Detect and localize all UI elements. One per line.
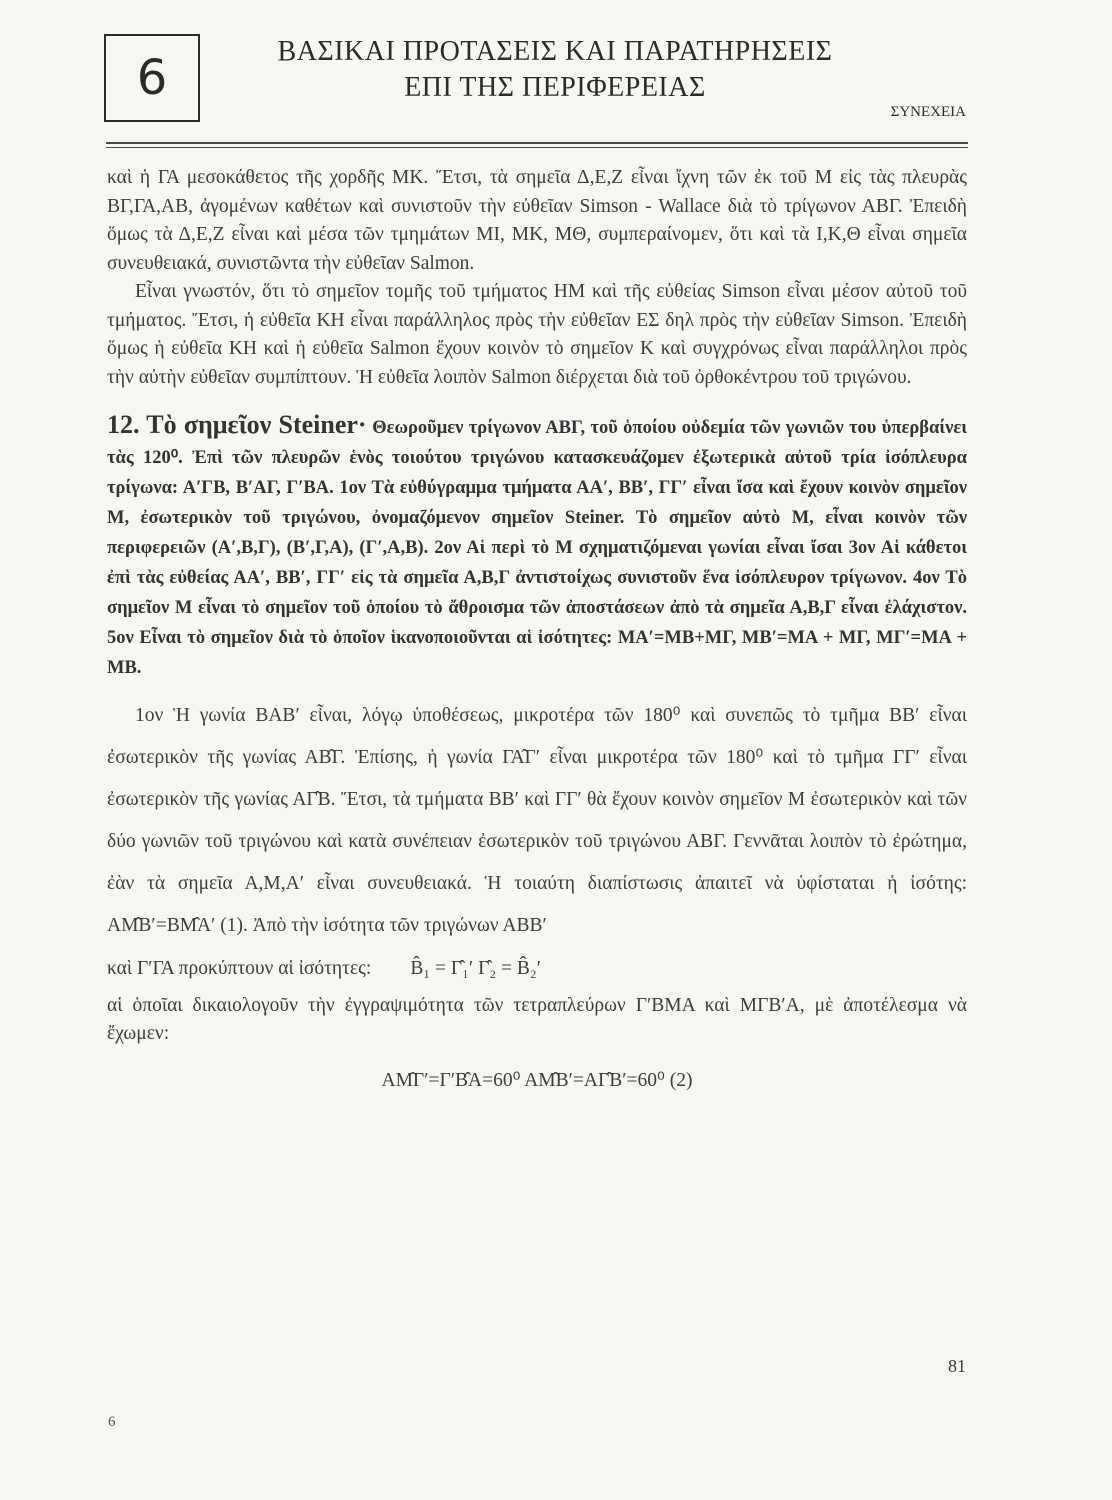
equation-2: ΑΜ̂Γ′=Γ′Β̂Α=60⁰ ΑΜ̂Β′=ΑΓ̂Β′=60⁰ (2) [381, 1069, 693, 1091]
chapter-number: 6 [136, 50, 168, 106]
chapter-number-box [104, 34, 200, 122]
page-body [107, 164, 967, 1095]
section-12 [107, 410, 967, 683]
chapter-title-line-2: ΕΠΙ ΤΗΣ ΠΕΡΙΦΕΡΕΙΑΣ [404, 72, 706, 103]
signature-mark: 6 [108, 1414, 116, 1430]
paragraph-5: αἱ ὁποῖαι δικαιολογοῦν τὴν ἐγγραψιμότητα τῶν τετραπλεύρων Γ′ΒΜΑ καὶ ΜΓΒ′Α, μὲ ἀποτέλεσμα νὰ ἔχωμεν: [107, 994, 967, 1044]
paragraph-4-text: καὶ Γ′ΓΑ προκύπτουν αἱ ἰσότητες: [107, 958, 372, 979]
header-rule [106, 142, 968, 144]
section-title: 12. Τὸ σημεῖον Steiner· [107, 410, 367, 439]
chapter-title [205, 34, 905, 106]
paragraph-1: καὶ ἡ ΓΑ μεσοκάθετος τῆς χορδῆς ΜΚ. Ἔτσι, τὰ σημεῖα Δ,Ε,Ζ εἶναι ἴχνη τῶν ἐκ τοῦ Μ εἰς τὰς πλευρὰς ΒΓ,ΓΑ,ΑΒ, ἀγομένων καθέτων καὶ συνιστοῦν τὴν εὐθεῖαν Simson - Wallace διὰ τὸ τρίγωνον ΑΒΓ. Ἐπειδὴ ὅμως τὰ Δ,Ε,Ζ εἶναι καὶ μέσα τῶν τμημάτων ΜΙ, ΜΚ, ΜΘ, συμπεραίνομεν, ὅτι καὶ τὰ Ι,Κ,Θ εἶναι σημεῖα συνευθειακά, συνιστῶντα τὴν εὐθεῖαν Salmon. [107, 167, 967, 274]
paragraph-4 [107, 955, 967, 984]
section-body: Θεωροῦμεν τρίγωνον ΑΒΓ, τοῦ ὁποίου οὐδεμία τῶν γωνιῶν του ὑπερβαίνει τὰς 120⁰. Ἐπὶ τῶν πλευρῶν ἑνὸς τοιούτου τριγώνου κατασκευάζομεν ἐξωτερικὰ αὐτοῦ τρία ἰσόπλευρα τρίγωνα: Α′ΓΒ, Β′ΑΓ, Γ′ΒΑ. 1ον Τὰ εὐθύγραμμα τμήματα ΑΑ′, ΒΒ′, ΓΓ′ εἶναι ἴσα καὶ ἔχουν κοινὸν σημεῖον Μ, ἐσωτερικὸν τοῦ τριγώνου, ὀνομαζόμενον σημεῖον Steiner. Τὸ σημεῖον αὐτὸ Μ, εἶναι κοινὸν τῶν περιφερειῶν (Α′,Β,Γ), (Β′,Γ,Α), (Γ′,Α,Β). 2ον Αἱ περὶ τὸ Μ σχηματιζόμεναι γωνίαι εἶναι ἴσαι 3ον Αἱ κάθετοι ἐπὶ τὰς εὐθείας ΑΑ′, ΒΒ′, ΓΓ′ εἰς τὰ σημεῖα Α,Β,Γ ἀντιστοίχως συνιστοῦν ἕνα ἰσόπλευρον τρίγωνον. 4ον Τὸ σημεῖον Μ εἶναι τὸ σημεῖον τοῦ ὁποίου τὸ ἄθροισμα τῶν ἀποστάσεων ἀπὸ τὰ σημεῖα Α,Β,Γ εἶναι ἐλάχιστον. 5ον Εἶναι τὸ σημεῖον διὰ τὸ ὁποῖον ἱκανοποιοῦνται αἱ ἰσότητες: ΜΑ′=ΜΒ+ΜΓ, ΜΒ′=ΜΑ + ΜΓ, ΜΓ′=ΜΑ + ΜΒ. [107, 418, 968, 678]
equation-angles: B̂₁ = Γ̂₁′ Γ̂₂ = B̂₂′ [410, 958, 541, 979]
chapter-title-line-1: ΒΑΣΙΚΑΙ ΠΡΟΤΑΣΕΙΣ ΚΑΙ ΠΑΡΑΤΗΡΗΣΕΙΣ [277, 36, 833, 67]
paragraph-3: 1ον Ἡ γωνία ΒΑΒ′ εἶναι, λόγῳ ὑποθέσεως, μικροτέρα τῶν 180⁰ καὶ συνεπῶς τὸ τμῆμα ΒΒ′ εἶναι ἐσωτερικὸν τῆς γωνίας ΑΒ̂Γ. Ἐπίσης, ἡ γωνία ΓΑ̂Γ′ εἶναι μικροτέρα τῶν 180⁰ καὶ τὸ τμῆμα ΓΓ′ εἶναι ἐσωτερικὸν τῆς γωνίας ΑΓ̂Β. Ἔτσι, τὰ τμήματα ΒΒ′ καὶ ΓΓ′ θὰ ἔχουν κοινὸν σημεῖον Μ ἐσωτερικὸν καὶ τῶν δύο γωνιῶν τοῦ τριγώνου καὶ κατὰ συνέπειαν ἐσωτερικὸν τοῦ τριγώνου ΑΒΓ. Γεννᾶται λοιπὸν τὸ ἐρώτημα, ἐὰν τὰ σημεῖα Α,Μ,Α′ εἶναι συνευθειακά. Ἡ τοιαύτη διαπίστωσις ἀπαιτεῖ νὰ ὑφίσταται ἡ ἰσότης: ΑΜ̂Β′=ΒΜ̂Α′ (1). Ἀπὸ τὴν ἰσότητα τῶν τριγώνων ΑΒΒ′ [107, 705, 967, 936]
header-rule-thin [106, 147, 968, 148]
page-number: 81 [948, 1356, 966, 1376]
continued-label: ΣΥΝΕΧΕΙΑ [890, 104, 966, 120]
paragraph-2: Εἶναι γνωστόν, ὅτι τὸ σημεῖον τομῆς τοῦ τμήματος ΗΜ καὶ τῆς εὐθείας Simson εἶναι μέσον αὐτοῦ τοῦ τμήματος. Ἔτσι, ἡ εὐθεῖα ΚΗ εἶναι παράλληλος πρὸς τὴν εὐθεῖαν ΕΣ δηλ πρὸς τὴν εὐθεῖαν Simson. Ἐπειδὴ ὅμως ἡ εὐθεῖα ΚΗ καὶ ἡ εὐθεῖα Salmon ἔχουν κοινὸν τὸ σημεῖον Κ καὶ συγχρόνως εἶναι παράλληλοι πρὸς τὴν αὐτὴν εὐθεῖαν συμπίπτουν. Ἡ εὐθεῖα λοιπὸν Salmon διέρχεται διὰ τοῦ ὀρθοκέντρου τοῦ τριγώνου. [107, 281, 967, 388]
